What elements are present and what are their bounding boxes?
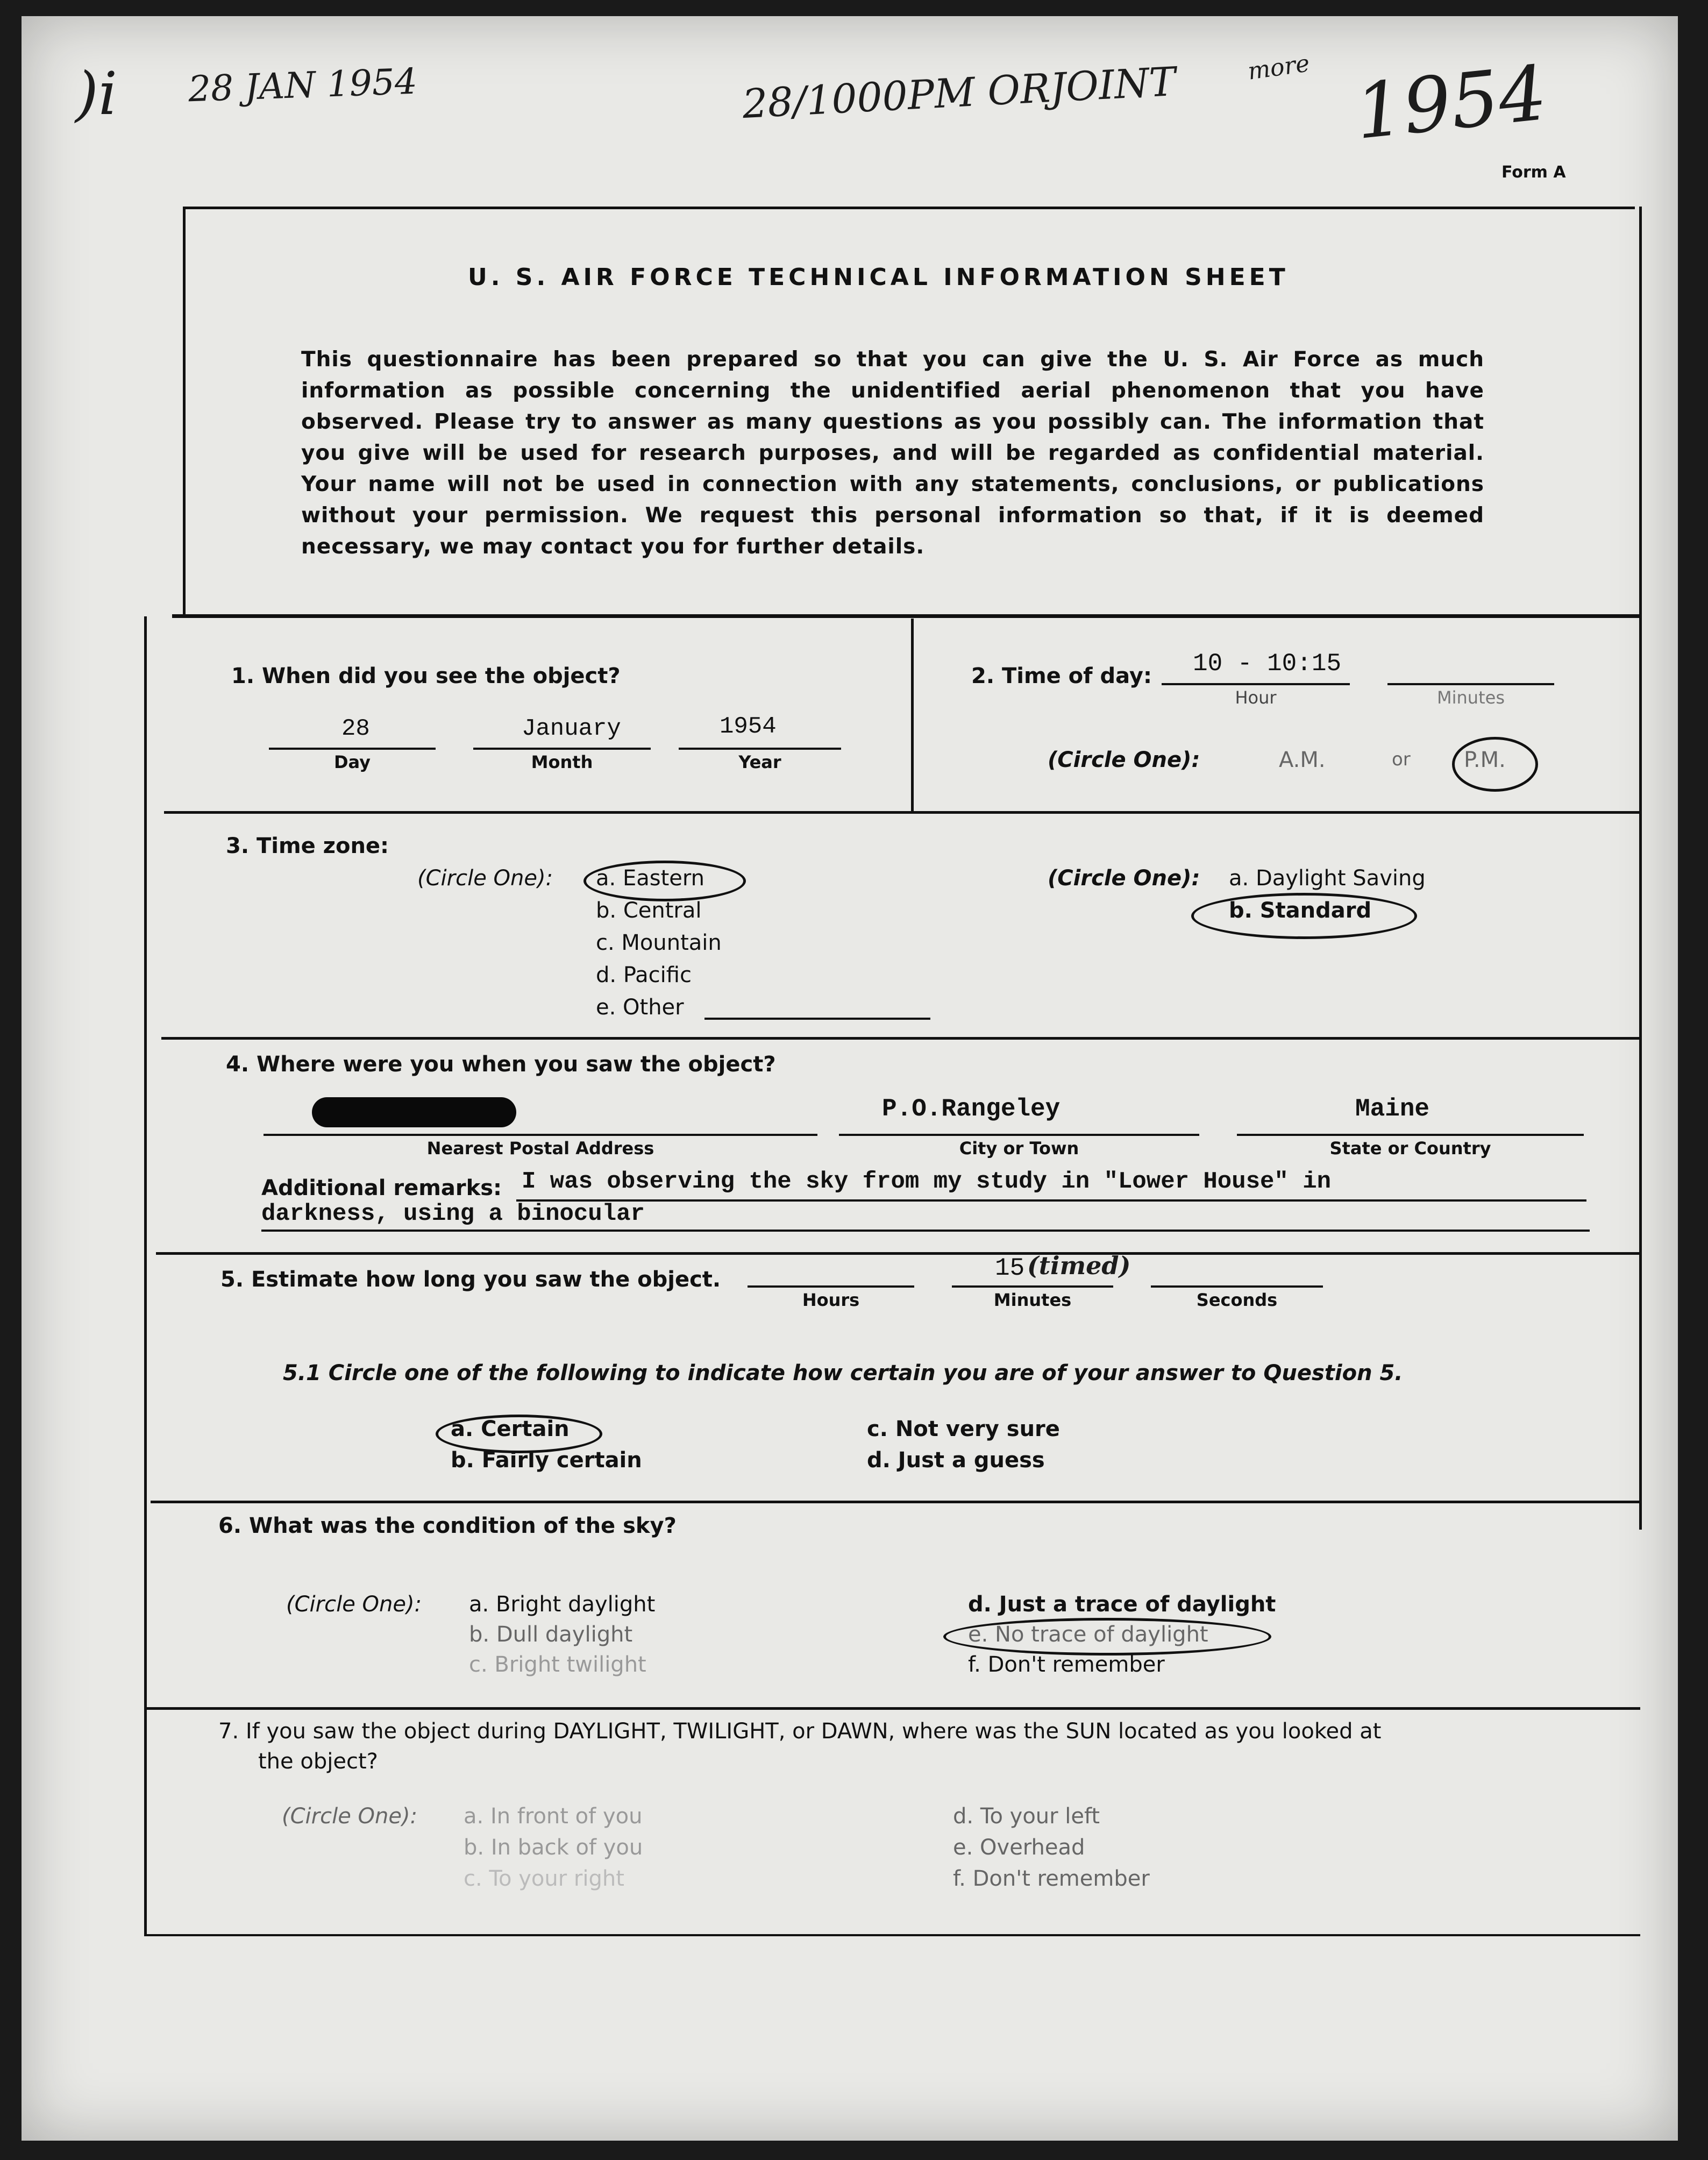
q2-label: 2. Time of day:: [971, 664, 1152, 688]
q7-option-overhead[interactable]: e. Overhead: [953, 1835, 1085, 1860]
q1-year-caption: Year: [738, 752, 781, 772]
document-page: [22, 16, 1678, 2141]
q6-option-trace-of-daylight[interactable]: d. Just a trace of daylight: [968, 1592, 1276, 1617]
q7-option-to-left[interactable]: d. To your left: [953, 1804, 1100, 1829]
q5-1-label: 5.1 Circle one of the following to indicate how certain you are of your answer to Question 5.: [283, 1361, 1403, 1385]
q6-circle-label: (Circle One):: [286, 1592, 422, 1617]
q4-address-line: [264, 1134, 817, 1136]
q5-1-option-fairly-certain[interactable]: b. Fairly certain: [451, 1448, 642, 1473]
q3-zone-mountain[interactable]: c. Mountain: [596, 930, 722, 955]
q2-bottom-divider: [164, 811, 1640, 814]
q5-hours-caption: Hours: [802, 1290, 860, 1310]
q5-label: 5. Estimate how long you saw the object.: [220, 1267, 721, 1292]
handwritten-time-note: 28/1000PM ORJOINT: [741, 58, 1177, 128]
q2-hour-caption: Hour: [1235, 687, 1277, 708]
q3-zone-central[interactable]: b. Central: [596, 898, 702, 923]
q3-zone-eastern[interactable]: a. Eastern: [596, 866, 704, 891]
q4-city-line: [839, 1134, 1199, 1136]
q5-minutes-caption: Minutes: [993, 1290, 1072, 1310]
frame-right-line: [1639, 207, 1642, 1530]
q4-remarks-line1: I was observing the sky from my study in "Lower House" in: [522, 1168, 1332, 1195]
q3-standard-option[interactable]: b. Standard: [1229, 898, 1372, 923]
q6-bottom-divider: [146, 1707, 1640, 1710]
q4-remarks-label: Additional remarks:: [261, 1176, 502, 1200]
handwritten-year-note: 1954: [1351, 49, 1551, 157]
q1-year-value: 1954: [720, 713, 777, 740]
handwritten-corner-note: more: [1246, 49, 1312, 86]
q3-bottom-divider: [161, 1037, 1640, 1040]
q1-month-value: January: [522, 715, 621, 742]
q3-daylight-saving-option[interactable]: a. Daylight Saving: [1229, 866, 1426, 891]
form-label: Form A: [1501, 163, 1566, 182]
q5-bottom-divider: [151, 1501, 1640, 1503]
q2-option-pm[interactable]: P.M.: [1464, 748, 1506, 772]
q6-option-no-trace-of-daylight[interactable]: e. No trace of daylight: [968, 1622, 1208, 1647]
q2-hour-line: [1162, 683, 1350, 685]
q3-label: 3. Time zone:: [226, 834, 389, 858]
q6-option-bright-twilight[interactable]: c. Bright twilight: [469, 1652, 646, 1677]
q6-option-bright-daylight[interactable]: a. Bright daylight: [469, 1592, 656, 1617]
q2-hour-value: 10 - 10:15: [1193, 650, 1342, 678]
q3-other-line: [704, 1018, 930, 1020]
q5-seconds-caption: Seconds: [1196, 1290, 1278, 1310]
q4-remarks-underline1: [516, 1199, 1586, 1202]
frame-left-line-upper: [183, 207, 186, 615]
q6-no-trace-selection-circle: [943, 1618, 1271, 1655]
frame-bottom-line: [144, 1934, 1640, 1936]
q6-option-dont-remember[interactable]: f. Don't remember: [968, 1652, 1165, 1677]
q3-eastern-selection-circle: [583, 861, 746, 901]
q1-month-caption: Month: [531, 752, 593, 772]
q5-minutes-line: [952, 1285, 1113, 1288]
q6-label: 6. What was the condition of the sky?: [218, 1514, 677, 1538]
q4-redacted-address: [312, 1097, 516, 1127]
q7-label-line2: the object?: [258, 1749, 378, 1774]
q4-bottom-divider: [156, 1252, 1640, 1255]
header-divider: [172, 614, 1640, 618]
q1-day-caption: Day: [333, 752, 371, 772]
frame-left-line-lower: [144, 616, 147, 1934]
intro-paragraph: This questionnaire has been prepared so that you can give the U. S. Air Force as much information as possible concerning the unidentified aerial phenomenon that you have observed. Please try to answer as many questions as you possibly can. The information that you give will be used for research purposes, and will be regarded as confidential material. Your name will not be used in connection with any statements, conclusions, or publications without your permission. We request this personal information so that, if it is deemed necessary, we may contact you for further details.: [301, 347, 1484, 559]
q4-city-caption: City or Town: [959, 1138, 1079, 1159]
q3-zone-other[interactable]: e. Other: [596, 995, 684, 1020]
q2-or-text: or: [1392, 749, 1411, 770]
q2-minutes-caption: Minutes: [1437, 687, 1505, 708]
q7-option-in-front[interactable]: a. In front of you: [464, 1804, 643, 1829]
q1-day-line: [269, 748, 436, 750]
q4-address-caption: Nearest Postal Address: [426, 1138, 654, 1159]
q7-label-line1: 7. If you saw the object during DAYLIGHT, TWILIGHT, or DAWN, where was the SUN located as you looked at: [218, 1719, 1382, 1744]
q6-option-dull-daylight[interactable]: b. Dull daylight: [469, 1622, 633, 1647]
left-margin-mark: )i: [75, 59, 118, 128]
q5-1-option-just-a-guess[interactable]: d. Just a guess: [867, 1448, 1045, 1473]
q1-month-line: [473, 748, 651, 750]
q4-label: 4. Where were you when you saw the object?: [226, 1052, 776, 1077]
q4-remarks-underline2: [261, 1230, 1590, 1232]
q4-state-line: [1237, 1134, 1584, 1136]
q5-minutes-value: 15: [995, 1254, 1025, 1282]
q1-label: 1. When did you see the object?: [231, 664, 621, 688]
q4-state-caption: State or Country: [1329, 1138, 1491, 1159]
q3-circle-label-right: (Circle One):: [1048, 866, 1200, 891]
q3-standard-selection-circle: [1191, 893, 1417, 939]
q2-option-am[interactable]: A.M.: [1279, 748, 1326, 772]
q7-option-to-right[interactable]: c. To your right: [464, 1866, 624, 1891]
q7-option-in-back[interactable]: b. In back of you: [464, 1835, 643, 1860]
q3-circle-label-left: (Circle One):: [417, 866, 553, 891]
q2-minutes-line: [1387, 683, 1554, 685]
q2-circle-label: (Circle One):: [1048, 748, 1200, 772]
q7-option-dont-remember[interactable]: f. Don't remember: [953, 1866, 1150, 1891]
q4-remarks-line2: darkness, using a binocular: [261, 1200, 645, 1227]
q1-day-value: 28: [341, 715, 370, 742]
frame-top-line: [183, 207, 1635, 209]
q3-zone-pacific[interactable]: d. Pacific: [596, 963, 692, 987]
q4-state-value: Maine: [1355, 1095, 1430, 1123]
q4-city-value: P.O.Rangeley: [882, 1095, 1061, 1123]
q5-1-option-not-very-sure[interactable]: c. Not very sure: [867, 1417, 1060, 1441]
q2-pm-selection-circle: [1452, 737, 1538, 792]
q5-hours-line: [748, 1285, 914, 1288]
q1-year-line: [679, 748, 841, 750]
handwritten-date-note: 28 JAN 1954: [187, 60, 418, 110]
q5-minutes-note: (timed): [1027, 1251, 1131, 1280]
q7-circle-label: (Circle One):: [282, 1804, 418, 1829]
q1-q2-divider: [911, 619, 914, 812]
form-title: U. S. AIR FORCE TECHNICAL INFORMATION SHEET: [468, 264, 1289, 291]
q5-1-option-certain[interactable]: a. Certain: [451, 1417, 570, 1441]
q5-seconds-line: [1151, 1285, 1323, 1288]
